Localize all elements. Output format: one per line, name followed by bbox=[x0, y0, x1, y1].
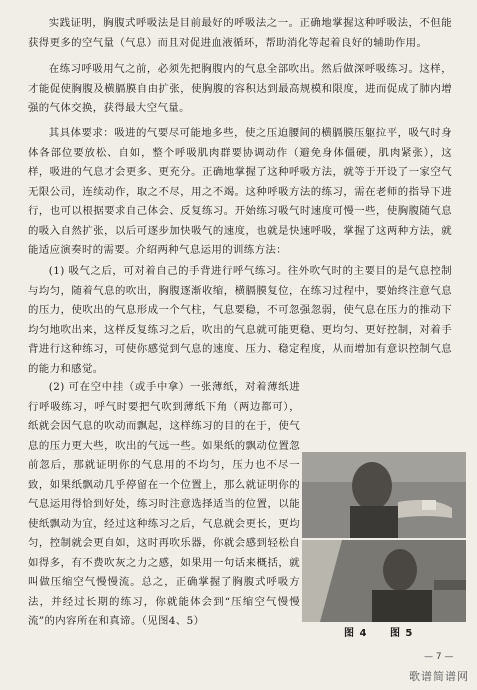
page-number: — 7 — bbox=[424, 652, 454, 662]
paragraph-1: 实践证明，胸腹式呼吸法是目前最好的呼吸法之一。正确地掌握这种呼吸法，不但能获得更多的空气量（气息）而且对促进血液循环，帮助消化等起着良好的辅助作用。 bbox=[28, 17, 452, 49]
figure-5-caption: 图 5 bbox=[389, 628, 414, 639]
paragraph-2: 在练习呼吸用气之前，必须先把胸腹内的气息全部吹出。然后做深呼吸练习。这样，才能促使胸腹及横膈膜自由扩张，使胸腹的容积达到最高规模和限度，进而促成了肺内增强的气体交换，获得最大空气量。 bbox=[28, 63, 452, 114]
figure-captions bbox=[344, 624, 464, 639]
paragraph-5: (2) 可在空中挂（或手中拿）一张薄纸，对着薄纸进行呼吸练习，呼气时要把气吹到薄纸下角（两边都可），纸就会因气息的吹动而飘起，这样练习的目的在于，使气息的压力更大些，吹出的气远一些。如果纸的飘动位置忽前忽后，那就证明你的气息用的不均匀，压力也不尽一致，如果纸飘动几乎停留在一个位置上，那么就证明你的气息运用得恰到好处，练习时注意选择适当的位置，以能使纸飘动为宜，经过这种练习之后，气息就会更长，更均匀，控制就会更自如，这时再吹乐器，你就会感到轻松自如得多，有不费吹灰之力之感，如果用一句话来概括，就叫做压缩空气慢慢流。总之，正确掌握了胸腹式呼吸方法，并经过长期的练习，你就能体会到“压缩空气慢慢流”的内容所在和真谛。（见图4、5） bbox=[28, 381, 300, 627]
watermark-text: 歌谱简谱网 bbox=[409, 670, 469, 683]
paragraph-4: (1) 吸气之后，可对着自己的手背进行呼气练习。往外吹气时的主要目的是气息控制与均匀，随着气息的吹出，胸腹逐渐收缩，横膈膜复位，在练习过程中，要始终注意气息的压力，使吹出的气息形成一个气柱，气息要稳，不可忽强忽弱，使气息在压力的推动下均匀地吹出来，这样反复练习之后，吹出的气息就可能更稳、更均匀、更好控制，对着手背进行这种练习，可使你感觉到气息的速度、压力、稳定程度，从而增加有意识控制气息的能力和感觉。 bbox=[28, 265, 452, 375]
figure-5-photo bbox=[302, 540, 466, 622]
figure-4-photo bbox=[302, 452, 466, 538]
figure-4-caption: 图 4 bbox=[344, 628, 368, 639]
paragraph-3: 其具体要求：吸进的气要尽可能地多些，使之压迫腰间的横膈膜压躯拉平，吸气时身体各部位要放松、自如，整个呼吸肌肉群要协调动作（避免身体僵硬，肌肉紧张），这样，吸进的气息才会更多、更充分。正确地掌握了这种呼吸方法，就等于开设了一家空气无限公司，连续动作，取之不尽，用之不竭。这种呼吸方法的练习，需在老师的指导下进行，也可以根据要求自己体会、反复练习。开始练习吸气时速度可慢一些，使胸腹随气息的吸入自然扩张，以后可逐步加快吸气的速度，也就是快速呼吸，掌握了这两种方法，就能适应演奏时的需要。介绍两种气息运用的训练方法： bbox=[28, 127, 452, 256]
